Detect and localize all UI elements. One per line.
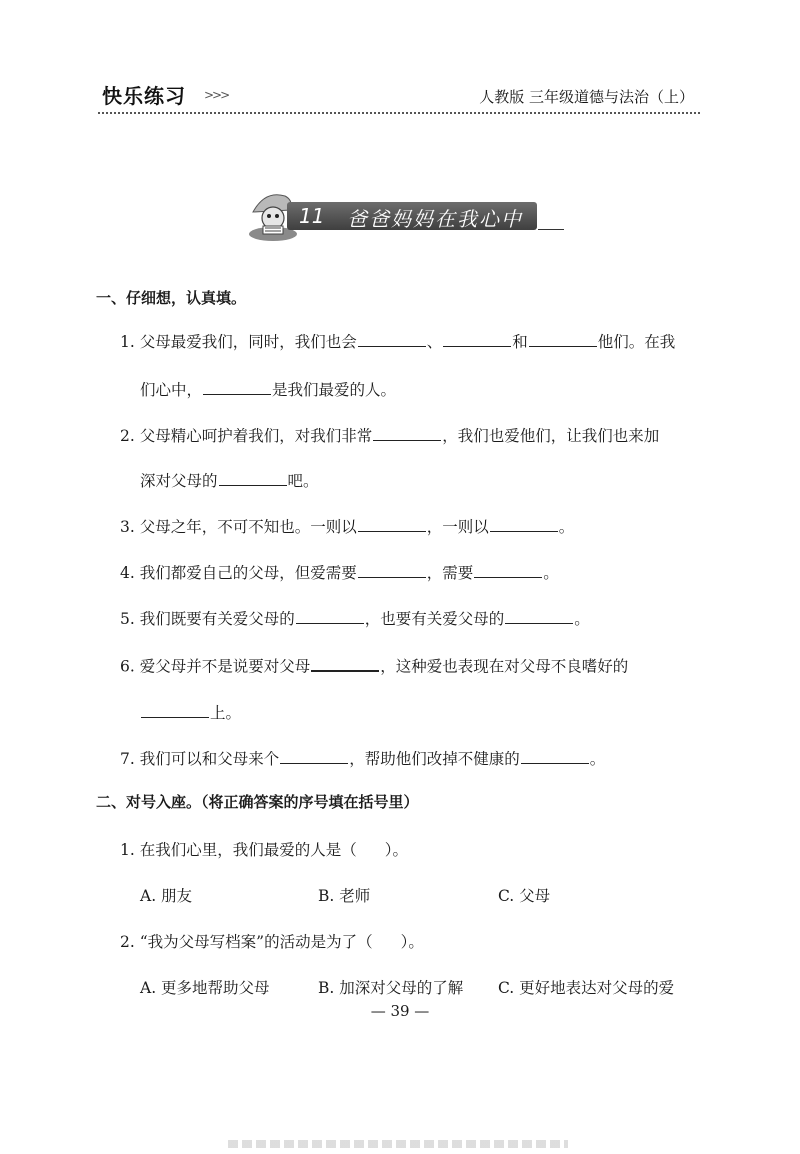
answer-blank[interactable] bbox=[373, 425, 441, 442]
question-1-line-2: 们心中， 是我们最爱的人。 bbox=[140, 378, 702, 400]
mc-question-2: 2. “我为父母写档案”的活动是为了（ ）。 bbox=[120, 933, 424, 951]
answer-blank[interactable] bbox=[296, 608, 364, 625]
section-1-title: 一、仔细想，认真填。 bbox=[96, 289, 247, 307]
question-1-line-1: 1. 父母最爱我们，同时，我们也会 、 和 他们。在我 bbox=[120, 330, 702, 352]
answer-blank[interactable] bbox=[443, 331, 511, 348]
option-b[interactable]: B. 老师 bbox=[318, 887, 371, 905]
footer-scan-artifact bbox=[228, 1140, 568, 1148]
question-6-line-2: 上。 bbox=[140, 701, 702, 723]
answer-blank[interactable] bbox=[474, 562, 542, 579]
edition-label: 人教版 三年级道德与法治（上） bbox=[479, 88, 694, 106]
option-a[interactable]: A. 朋友 bbox=[140, 887, 193, 905]
answer-blank[interactable] bbox=[358, 331, 426, 348]
question-3: 3. 父母之年，不可不知也。一则以 ，一则以 。 bbox=[120, 515, 702, 537]
answer-blank[interactable] bbox=[529, 331, 597, 348]
question-6-line-1: 6. 爱父母并不是说要对父母 ，这种爱也表现在对父母不良嗜好的 bbox=[120, 654, 702, 677]
answer-blank[interactable] bbox=[219, 470, 287, 487]
question-7: 7. 我们可以和父母来个 ，帮助他们改掉不健康的 。 bbox=[120, 747, 702, 769]
answer-blank[interactable] bbox=[203, 379, 271, 396]
answer-blank[interactable] bbox=[505, 608, 573, 625]
option-c[interactable]: C. 更好地表达对父母的爱 bbox=[498, 979, 675, 997]
answer-blank[interactable] bbox=[141, 702, 209, 719]
page-number: — 39 — bbox=[370, 1002, 430, 1020]
page-header bbox=[98, 78, 700, 114]
section-2-title: 二、对号入座。（将正确答案的序号填在括号里） bbox=[96, 793, 419, 811]
option-a[interactable]: A. 更多地帮助父母 bbox=[140, 979, 270, 997]
answer-blank[interactable] bbox=[358, 562, 426, 579]
chevron-arrows-icon: >>> bbox=[204, 88, 229, 102]
mc-question-1: 1. 在我们心里，我们最爱的人是（ ）。 bbox=[120, 841, 408, 859]
answer-blank[interactable] bbox=[521, 748, 589, 765]
question-2-line-1: 2. 父母精心呵护着我们，对我们非常 ，我们也爱他们，让我们也来加 bbox=[120, 424, 702, 446]
answer-blank[interactable] bbox=[311, 654, 379, 672]
option-c[interactable]: C. 父母 bbox=[498, 887, 551, 905]
title-underline bbox=[538, 229, 564, 230]
series-brand: 快乐练习 bbox=[102, 84, 186, 108]
lesson-number: 11 bbox=[299, 204, 325, 228]
answer-blank[interactable] bbox=[280, 748, 348, 765]
question-5: 5. 我们既要有关爱父母的 ，也要有关爱父母的 。 bbox=[120, 607, 702, 629]
lesson-title: 爸爸妈妈在我心中 bbox=[347, 207, 523, 231]
option-b[interactable]: B. 加深对父母的了解 bbox=[318, 979, 464, 997]
answer-blank[interactable] bbox=[358, 516, 426, 533]
question-4: 4. 我们都爱自己的父母，但爱需要 ，需要 。 bbox=[120, 561, 702, 583]
question-2-line-2: 深对父母的 吧。 bbox=[140, 469, 702, 491]
answer-blank[interactable] bbox=[490, 516, 558, 533]
lesson-title-banner bbox=[243, 188, 565, 244]
